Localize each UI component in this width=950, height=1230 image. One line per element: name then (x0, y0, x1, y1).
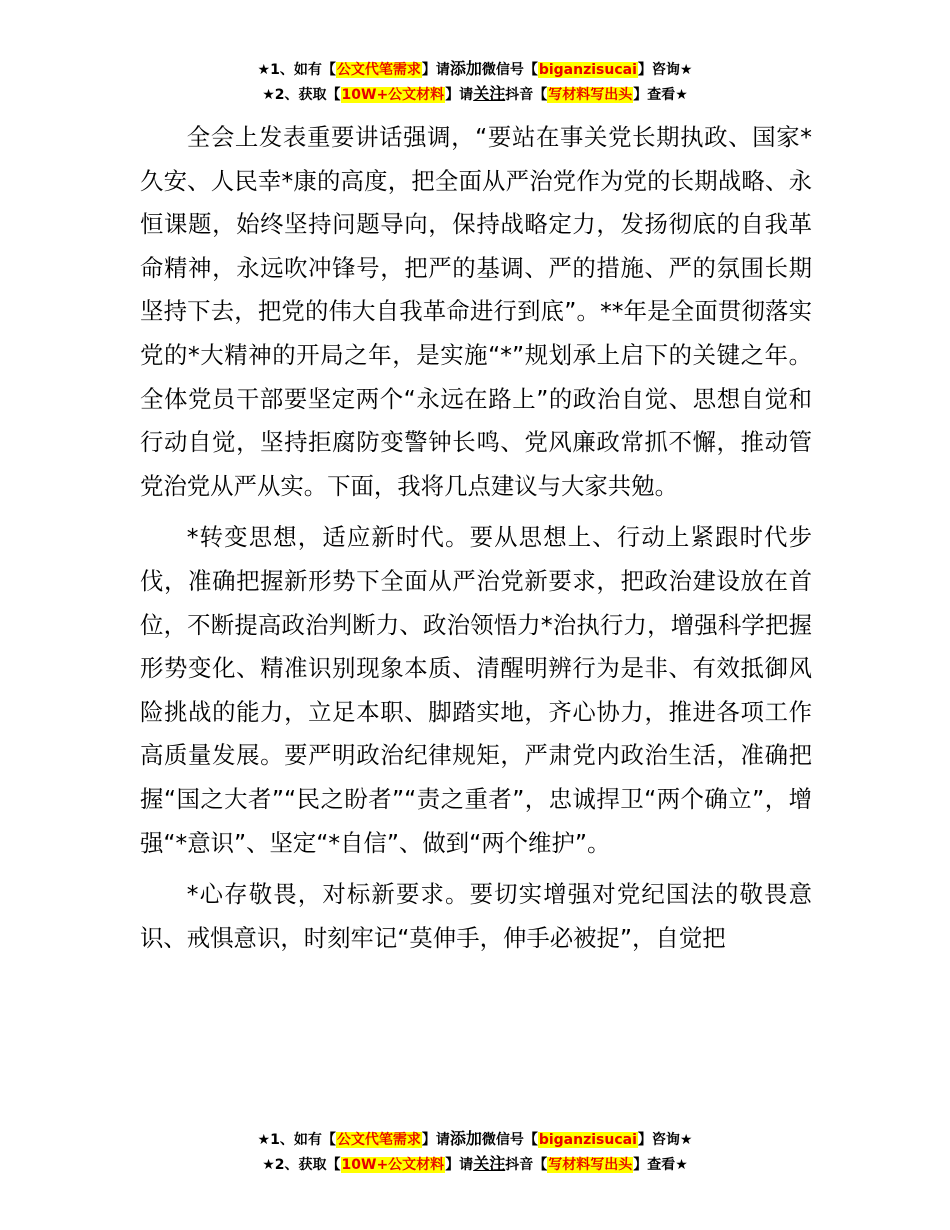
highlight-wechat-id: biganzisucai (538, 62, 637, 78)
banner-text: 】请 (445, 87, 474, 103)
banner-line-1 (0, 57, 950, 82)
banner-text: 抖音【 (505, 87, 548, 103)
banner-text: 】咨询★ (637, 62, 693, 78)
banner-emphasis: 关注 (473, 1154, 506, 1173)
banner-text: 】查看★ (633, 87, 688, 103)
banner-text: 微信号【 (481, 62, 538, 78)
banner-text: 】请 (445, 1157, 474, 1173)
banner-text: 微信号【 (481, 1132, 538, 1148)
paragraph: *转变思想，适应新时代。要从思想上、行动上紧跟时代步伐，准确把握新形势下全面从严治党新要求，把政治建设放在首位，不断提高政治判断力、政治领悟力*治执行力，增强科学把握形势变化、精准识别现象本质、清醒明辨行为是非、有效抵御风险挑战的能力，立足本职、脚踏实地，齐心协力，推进各项工作高质量发展。要严明政治纪律规矩，严肃党内政治生活，准确把握“国之大者”“民之盼者”“责之重者”，忠诚捍卫“两个确立”，增强“*意识”、坚定“*自信”、做到“两个维护”。 (140, 523, 812, 857)
star-icon: ★ (262, 1157, 275, 1173)
banner-emphasis: 添加 (449, 59, 482, 78)
banner-text: 2、获取【 (274, 87, 341, 103)
banner-emphasis: 关注 (473, 84, 506, 103)
banner-line-2 (0, 82, 950, 107)
banner-text: 】请 (421, 1132, 450, 1148)
highlight-douyin-id: 写材料写出头 (548, 87, 633, 103)
highlight-douyin-id: 写材料写出头 (548, 1157, 633, 1173)
document-body (140, 116, 812, 968)
banner-line-2 (0, 1152, 950, 1177)
highlight-materials: 10W+公文材料 (341, 87, 445, 103)
paragraph: *心存敬畏，对标新要求。要切实增强对党纪国法的敬畏意识、戒惧意识，时刻牢记“莫伸手，伸手必被捉”，自觉把 (140, 880, 812, 952)
banner-line-1 (0, 1127, 950, 1152)
banner-emphasis: 添加 (449, 1129, 482, 1148)
banner-text: 2、获取【 (274, 1157, 341, 1173)
star-icon: ★ (257, 1132, 271, 1148)
banner-text: 】咨询★ (637, 1132, 693, 1148)
header-banner (0, 57, 950, 107)
paragraph: 全会上发表重要讲话强调，“要站在事关党长期执政、国家*久安、人民幸*康的高度，把全面从严治党作为党的长期战略、永恒课题，始终坚持问题导向，保持战略定力，发扬彻底的自我革命精神，永远吹冲锋号，把严的基调、严的措施、严的氛围长期坚持下去，把党的伟大自我革命进行到底”。**年是全面贯彻落实党的*大精神的开局之年，是实施“*”规划承上启下的关键之年。全体党员干部要坚定两个“永远在路上”的政治自觉、思想自觉和行动自觉，坚持拒腐防变警钟长鸣、党风廉政常抓不懈，推动管党治党从严从实。下面，我将几点建议与大家共勉。 (140, 123, 812, 500)
banner-text: 1、如有【 (270, 62, 336, 78)
highlight-service: 公文代笔需求 (336, 1132, 421, 1148)
star-icon: ★ (262, 87, 275, 103)
highlight-service: 公文代笔需求 (336, 62, 421, 78)
star-icon: ★ (257, 62, 271, 78)
banner-text: 】查看★ (633, 1157, 688, 1173)
banner-text: 1、如有【 (270, 1132, 336, 1148)
highlight-materials: 10W+公文材料 (341, 1157, 445, 1173)
footer-banner (0, 1127, 950, 1177)
banner-text: 抖音【 (505, 1157, 548, 1173)
highlight-wechat-id: biganzisucai (538, 1132, 637, 1148)
banner-text: 】请 (421, 62, 450, 78)
